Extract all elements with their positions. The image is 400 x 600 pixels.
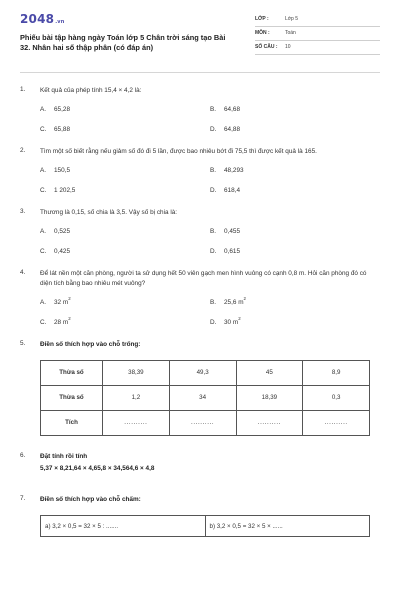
- answer-option-c[interactable]: C. 65,88: [40, 125, 70, 133]
- answer-option-c[interactable]: C. 0,425: [40, 247, 70, 255]
- question-text: Đặt tính rồi tính: [40, 452, 88, 460]
- answer-option-b[interactable]: B. 64,68: [210, 105, 240, 113]
- blank-cell[interactable]: ..........: [103, 410, 170, 435]
- header-divider: [20, 72, 380, 73]
- multiplication-table: [40, 360, 370, 436]
- document-title: Phiếu bài tập hàng ngày Toán lớp 5 Chân trời sáng tạo Bài 32. Nhân hai số thập phân (có đáp án): [20, 33, 226, 52]
- fill-item-b[interactable]: b) 3,2 × 0,5 = 32 × 5 × ......: [205, 516, 370, 536]
- table-row: Thừa số 1,2 34 18,39 0,3: [41, 385, 370, 410]
- question-4: 4. Để lát nền một căn phòng, người ta sử dụng hết 50 viên gạch men hình vuông có cạnh 0,8 m. Hỏi căn phòng đó có diện tích bằng bao nhiêu mét vuông? A. 32 m 2 B. 25,6 m 2 C. 28 m 2 D. 30 m 2: [20, 269, 380, 327]
- header: [20, 8, 380, 66]
- question-3: 3. Thương là 0,15, số chia là 3,5. Vậy số bị chia là: A. 0,525 B. 0,455 C. 0,425 D. 0,615: [20, 208, 380, 256]
- question-2: 2. Tìm một số biết rằng nếu giảm số đó đi 5 lần, được bao nhiêu bớt đi 75,5 thì được kết quả là 165. A. 150,5 B. 48,293 C. 1 202,5 D. 618,4: [20, 147, 380, 195]
- meta-row-subject: MÔN : Toán: [255, 27, 380, 41]
- blank-cell[interactable]: ..........: [303, 410, 370, 435]
- table-row: Thừa số 38,39 49,3 45 8,9: [41, 360, 370, 385]
- answer-option-c[interactable]: C. 28 m 2: [40, 315, 71, 326]
- question-text: Để lát nền một căn phòng, người ta sử dụng hết 50 viên gạch men hình vuông có cạnh 0,8 m. Hỏi căn phòng đó có diện tích bằng bao nhiêu mét vuông?: [40, 269, 367, 287]
- answer-option-a[interactable]: A. 65,28: [40, 105, 70, 113]
- meta-row-class: LỚP : Lớp 5: [255, 13, 380, 27]
- answer-option-b[interactable]: B. 25,6 m 2: [210, 295, 246, 306]
- answer-option-a[interactable]: A. 32 m 2: [40, 295, 71, 306]
- meta-info: [255, 13, 380, 66]
- answer-option-a[interactable]: A. 0,525: [40, 227, 70, 235]
- answer-option-d[interactable]: D. 618,4: [210, 186, 240, 194]
- table-row: Tích .......... .......... .......... ..........: [41, 410, 370, 435]
- fill-in-box: [40, 515, 370, 537]
- answer-option-c[interactable]: C. 1 202,5: [40, 186, 76, 194]
- question-text: Tìm một số biết rằng nếu giảm số đó đi 5 lần, được bao nhiêu bớt đi 75,5 thì được kết quả là 165.: [40, 147, 317, 155]
- answer-options: [40, 228, 380, 256]
- answer-option-d[interactable]: D. 30 m 2: [210, 315, 241, 326]
- answer-options: [40, 106, 380, 134]
- answer-options: [40, 167, 380, 195]
- question-text: Kết quả của phép tính 15,4 × 4,2 là:: [40, 87, 142, 94]
- question-7: 7. Điền số thích hợp vào chỗ chấm: a) 3,2 × 0,5 = 32 × 5 : ....... b) 3,2 × 0,5 = 32 × 5 × ......: [20, 495, 380, 537]
- answer-option-d[interactable]: D. 0,615: [210, 247, 240, 255]
- blank-cell[interactable]: ..........: [169, 410, 236, 435]
- blank-cell[interactable]: ..........: [236, 410, 303, 435]
- meta-row-question-count: SỐ CÂU : 10: [255, 41, 380, 55]
- answer-option-d[interactable]: D. 64,88: [210, 125, 240, 133]
- question-1: 1. Kết quả của phép tính 15,4 × 4,2 là: A. 65,28 B. 64,68 C. 65,88 D. 64,88: [20, 86, 380, 134]
- question-text: Điền số thích hợp vào chỗ trống:: [40, 340, 141, 348]
- question-6: 6. Đặt tính rồi tính 5,37 × 8,21,64 × 4,65,8 × 34,564,6 × 4,8: [20, 452, 380, 474]
- question-5: 5. Điền số thích hợp vào chỗ trống: Thừa số 38,39 49,3 45 8,9 Thừa số 1,2 34 18,39 0,3 Tích .......... .......... .......... ..........: [20, 340, 380, 436]
- expression: 5,37 × 8,21,64 × 4,65,8 × 34,564,6 × 4,8: [40, 465, 155, 473]
- question-text: Điền số thích hợp vào chỗ chấm:: [40, 496, 141, 504]
- question-text: Thương là 0,15, số chia là 3,5. Vậy số bị chia là:: [40, 208, 178, 216]
- site-logo[interactable]: 2048.vn: [20, 12, 65, 26]
- fill-item-a[interactable]: a) 3,2 × 0,5 = 32 × 5 : .......: [45, 522, 119, 530]
- answer-option-a[interactable]: A. 150,5: [40, 166, 70, 174]
- answer-option-b[interactable]: B. 48,293: [210, 166, 244, 174]
- answer-option-b[interactable]: B. 0,455: [210, 227, 240, 235]
